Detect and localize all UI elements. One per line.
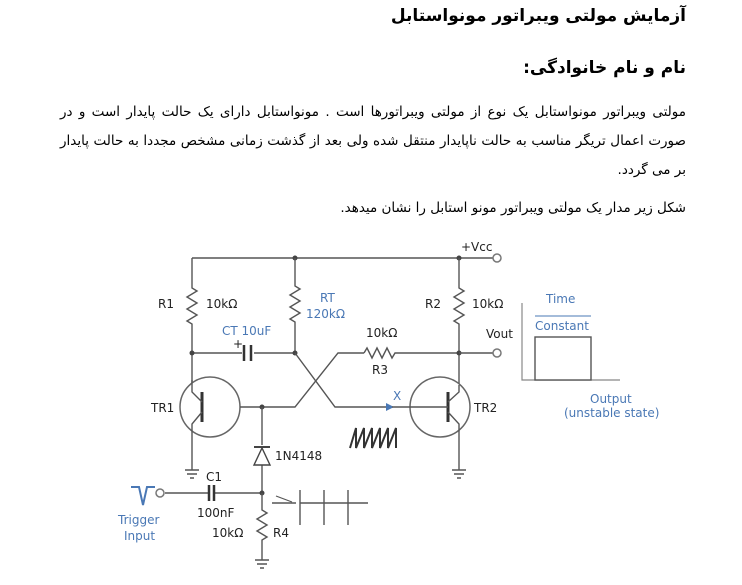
rt-value: 120kΩ	[306, 307, 346, 321]
trigger-label: Trigger	[118, 513, 160, 527]
r3-label: R3	[372, 363, 388, 377]
cross-wire-a	[295, 353, 392, 407]
output-state-label: (unstable state)	[564, 406, 660, 420]
resistor-r4	[257, 493, 267, 560]
r2-value: 10kΩ	[472, 297, 504, 311]
capacitor-ct	[244, 345, 251, 361]
trigger-pulse-icon	[131, 487, 155, 505]
tr1-label: TR1	[151, 401, 175, 415]
r4-label: R4	[273, 526, 289, 540]
r2-label: R2	[425, 297, 441, 311]
trigger-spikes-waveform	[272, 490, 368, 525]
x-label: X	[393, 389, 402, 403]
c1-value: 100nF	[197, 506, 235, 520]
figure-caption: شکل زیر مدار یک مولتی ویبراتور مونو استابل را نشان میدهد.	[340, 200, 686, 216]
tr2-label: TR2	[474, 401, 498, 415]
junction-dot	[190, 351, 195, 356]
r1-label: R1	[158, 297, 174, 311]
resistor-r3	[364, 348, 459, 358]
ground-icon	[255, 560, 269, 568]
vout-terminal	[493, 349, 501, 357]
r1-value: 10kΩ	[206, 297, 238, 311]
rt-label: RT	[320, 291, 335, 305]
sawtooth-waveform	[350, 428, 396, 448]
resistor-r1	[187, 258, 197, 395]
diode-label: 1N4148	[275, 449, 323, 463]
ct-label: CT 10uF	[222, 324, 272, 338]
ground-icon	[452, 470, 466, 478]
output-pulse	[535, 337, 591, 380]
name-field-label: نام و نام خانوادگی:	[523, 58, 686, 78]
input-label: Input	[124, 529, 156, 543]
transistor-tr1	[180, 377, 240, 437]
diode-1n4148	[254, 448, 270, 465]
capacitor-c1	[209, 485, 214, 501]
ground-icon	[185, 470, 199, 478]
cross-wire-b	[262, 353, 364, 407]
vout-label: Vout	[486, 327, 513, 341]
intro-paragraph: مولتی ویبراتور مونواستابل یک نوع از مولتی ویبراتورها است . مونواستابل دارای یک حالت پایدار است و در صورت اعمال تریگر مناسب به حالت ناپایدار منتقل شده ولی بعد از گذشت زمانی مشخص مجددا به حالت پایدار بر می گردد.	[60, 104, 686, 178]
r4-value: 10kΩ	[212, 526, 244, 540]
r3-value: 10kΩ	[366, 326, 398, 340]
page-title: آزمایش مولتی ویبراتور مونواستابل	[390, 6, 686, 26]
time-label: Time	[546, 292, 576, 306]
vcc-label: +Vcc	[461, 240, 493, 254]
c1-label: C1	[206, 470, 223, 484]
vcc-terminal	[493, 254, 501, 262]
waveform-pointer	[276, 496, 292, 502]
resistor-r2	[454, 258, 464, 385]
trigger-terminal	[156, 489, 164, 497]
output-label: Output	[590, 392, 632, 406]
ct-plus: +	[233, 337, 244, 351]
constant-label: Constant	[535, 319, 589, 333]
resistor-rt	[290, 258, 300, 353]
